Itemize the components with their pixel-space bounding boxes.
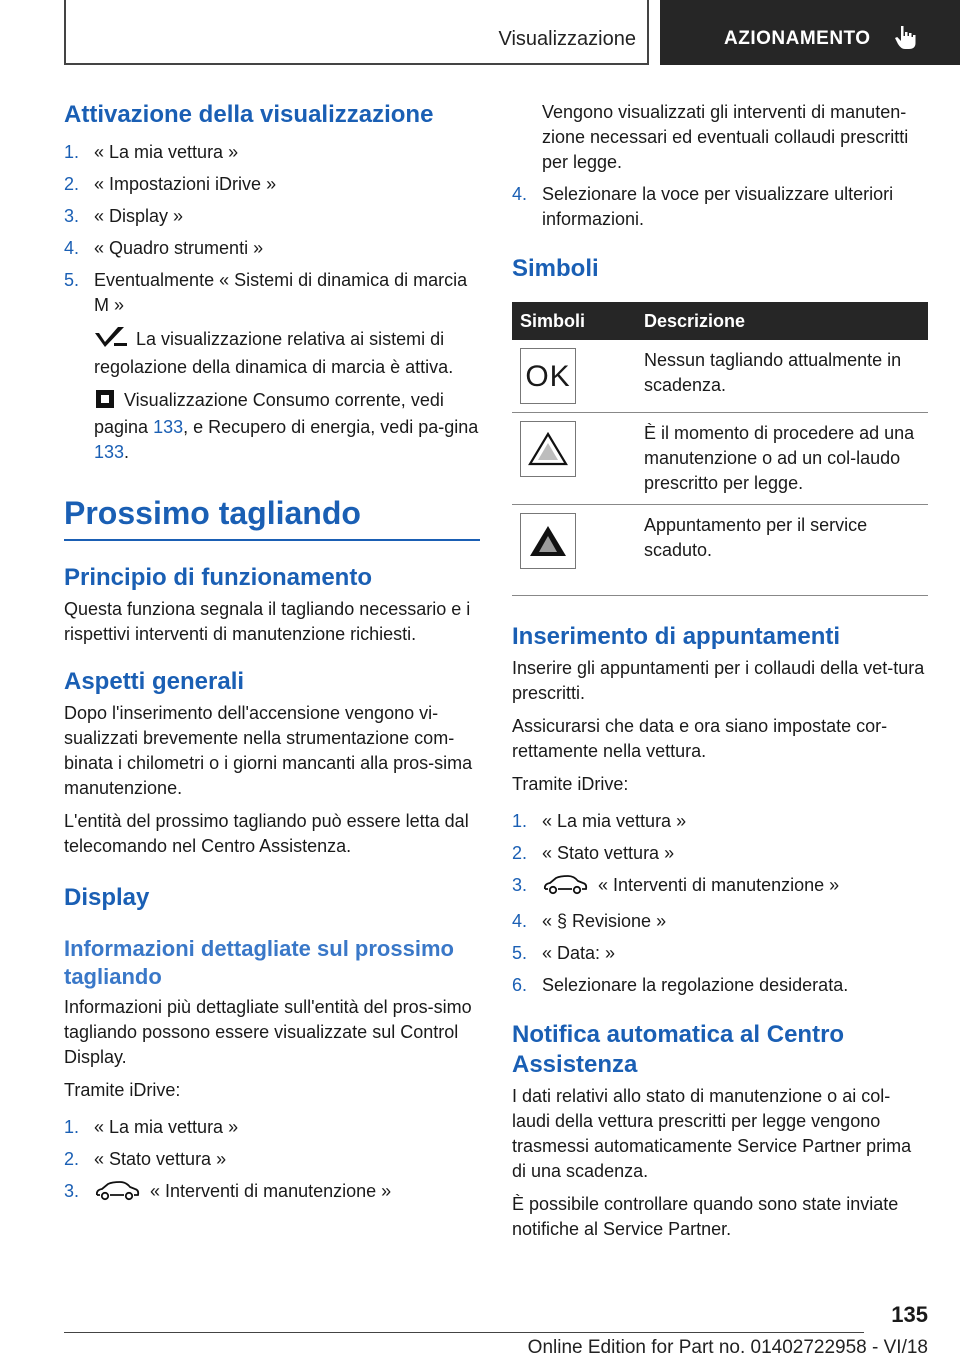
general-text-1: Dopo l'inserimento dell'accensione vengono vi-sualizzati brevemente nella strumentazione com-binata i chilometri o i giorni mancanti alla pros-sima manutenzione. — [64, 703, 473, 798]
list-item: 2. « Stato vettura » — [64, 1149, 227, 1169]
page-number: 135 — [891, 1302, 928, 1327]
footer-rule — [64, 1332, 864, 1333]
notify-text-1: I dati relativi allo stato di manutenzione o ai col-laudi della vettura prescritti per legge vengono trasmessi automaticamente Service Partner prima di una scadenza. — [512, 1086, 912, 1181]
list-item: 4. Selezionare la voce per visualizzare ulteriori informazioni. — [512, 184, 894, 229]
list-item: 3. « Interventi di manutenzione » — [512, 873, 928, 902]
page-link-133[interactable]: 133 — [153, 417, 184, 437]
right-column — [512, 100, 928, 1242]
info-text: Informazioni più dettagliate sull'entità del pros-simo tagliando possono essere visualizzate sul Control Display. — [64, 997, 472, 1067]
consumption-square-icon — [96, 390, 114, 415]
table-row: È il momento di procedere ad una manutenzione o ad un col-laudo prescritto per legge. — [512, 413, 928, 505]
symbols-heading: Simboli — [512, 255, 599, 282]
footer-edition: Online Edition for Part no. 01402722958 - VI/18 — [527, 1337, 928, 1358]
hand-pointer-icon — [894, 24, 918, 55]
info-heading: Informazioni dettagliate sul prossimo tagliando — [64, 936, 454, 989]
list-item: 3. « Display » — [64, 206, 184, 226]
chapter-label: AZIONAMENTO — [724, 28, 871, 49]
header-underline — [64, 63, 649, 65]
overdue-triangle-icon — [520, 513, 576, 569]
table-row: OK Nessun tagliando attualmente in scadenza. — [512, 340, 928, 413]
main-heading: Prossimo tagliando — [64, 493, 480, 541]
table-row: Appuntamento per il service scaduto. — [512, 505, 928, 596]
general-text-2: L'entità del prossimo tagliando può essere letta dal telecomando nel Centro Assistenza. — [64, 811, 469, 856]
table-header-description: Descrizione — [636, 302, 928, 340]
dynamics-check-icon — [94, 326, 128, 355]
warning-triangle-icon — [520, 421, 576, 477]
header-section-title: Visualizzazione — [498, 28, 636, 50]
appointment-steps — [512, 809, 928, 998]
list-item: 2. « Impostazioni iDrive » — [64, 174, 277, 194]
list-item: 2. « Stato vettura » — [512, 843, 675, 863]
list-item: 5. « Data: » — [512, 943, 616, 963]
header-border-left — [64, 0, 66, 65]
dynamics-note: La visualizzazione relativa ai sistemi di regolazione della dinamica di marcia è attiva. — [94, 326, 480, 380]
principle-text: Questa funziona segnala il tagliando necessario e i rispettivi interventi di manutenzione richiesti. — [64, 599, 471, 644]
list-item: 4. « § Revisione » — [512, 911, 667, 931]
list-item: 5. Eventualmente « Sistemi di dinamica di marcia M » La visualizzazione relativa ai sistemi di regolazione della dinamica di marcia è attiva. Visualizzazione Consumo corrente, vedi pagina 133, e Recupero di energia, vedi pa-gina 133. — [64, 268, 480, 465]
idrive-label-2: Tramite iDrive: — [512, 774, 629, 794]
header-border-right — [647, 0, 649, 65]
list-item: 6. Selezionare la regolazione desiderata. — [512, 975, 849, 995]
list-item: Vengono visualizzati gli interventi di manuten-zione necessari ed eventuali collaudi prescritti per legge. — [542, 102, 909, 172]
table-header-symbols: Simboli — [512, 302, 636, 340]
header-chapter-tab — [660, 0, 960, 65]
notify-heading: Notifica automatica al Centro Assistenza — [512, 1021, 845, 1078]
activation-heading: Attivazione della visualizzazione — [64, 101, 434, 128]
page-link-133-b[interactable]: 133 — [94, 442, 125, 462]
notify-text-2: È possibile controllare quando sono state inviate notifiche al Service Partner. — [512, 1194, 899, 1239]
list-item: 3. « Interventi di manutenzione » — [64, 1179, 480, 1208]
principle-heading: Principio di funzionamento — [64, 564, 372, 591]
general-heading: Aspetti generali — [64, 668, 245, 695]
list-item: 1. « La mia vettura » — [64, 1117, 239, 1137]
list-item: 1. « La mia vettura » — [64, 142, 239, 162]
list-item: 1. « La mia vettura » — [512, 811, 687, 831]
appointments-text-2: Assicurarsi che data e ora siano impostate cor-rettamente nella vettura. — [512, 716, 888, 761]
consumption-note: Visualizzazione Consumo corrente, vedi pagina 133, e Recupero di energia, vedi pa-gina 133. — [94, 390, 479, 462]
appointments-heading: Inserimento di appuntamenti — [512, 623, 841, 650]
car-service-icon — [542, 875, 588, 902]
left-column — [64, 100, 480, 1215]
info-steps — [64, 1115, 480, 1208]
car-service-icon — [94, 1181, 140, 1208]
appointments-text-1: Inserire gli appuntamenti per i collaudi della vet-tura prescritti. — [512, 658, 925, 703]
idrive-label: Tramite iDrive: — [64, 1080, 181, 1100]
symbols-table — [512, 302, 928, 596]
info-steps-continued — [512, 100, 928, 232]
ok-symbol: OK — [520, 348, 576, 404]
list-item: 4. « Quadro strumenti » — [64, 238, 264, 258]
display-heading: Display — [64, 884, 150, 911]
activation-steps — [64, 140, 480, 465]
